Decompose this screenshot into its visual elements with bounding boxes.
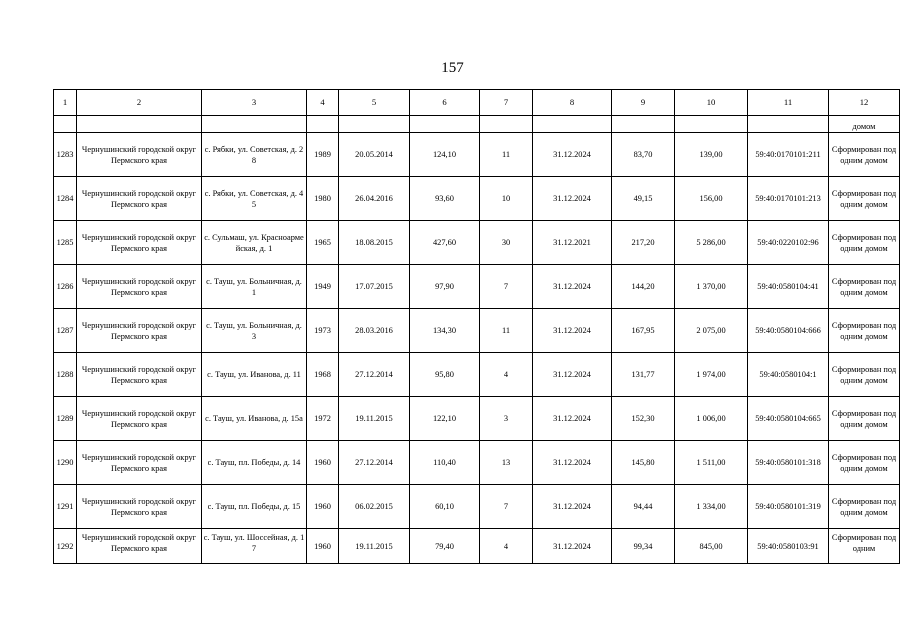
land-status-cell: Сформирован под одним домом [829, 221, 900, 265]
column-number-8: 8 [533, 90, 612, 116]
municipality-cell: Чернушинский городской округ Пермского края [77, 353, 202, 397]
area-cell: 97,90 [410, 265, 480, 309]
residents-cell: 30 [480, 221, 533, 265]
table-body [54, 90, 900, 564]
table-row [54, 529, 900, 564]
land-status-cell: Сформирован под одним домом [829, 441, 900, 485]
address-cell: с. Тауш, ул. Больничная, д. 3 [202, 309, 307, 353]
municipality-cell: Чернушинский городской округ Пермского края [77, 221, 202, 265]
table-row [54, 309, 900, 353]
continuation-cell [307, 116, 339, 133]
area-2-cell: 145,80 [612, 441, 675, 485]
residents-cell: 4 [480, 529, 533, 564]
deadline-cell: 31.12.2021 [533, 221, 612, 265]
deadline-cell: 31.12.2024 [533, 309, 612, 353]
deadline-cell: 31.12.2024 [533, 353, 612, 397]
area-cell: 427,60 [410, 221, 480, 265]
row-number-cell: 1284 [54, 177, 77, 221]
date-cell: 20.05.2014 [339, 133, 410, 177]
column-number-5: 5 [339, 90, 410, 116]
cadastral-number-cell: 59:40:0170101:213 [748, 177, 829, 221]
land-area-cell: 845,00 [675, 529, 748, 564]
column-number-9: 9 [612, 90, 675, 116]
continuation-cell [54, 116, 77, 133]
land-area-cell: 1 974,00 [675, 353, 748, 397]
row-number-cell: 1290 [54, 441, 77, 485]
year-built-cell: 1989 [307, 133, 339, 177]
row-number-cell: 1285 [54, 221, 77, 265]
area-2-cell: 217,20 [612, 221, 675, 265]
area-cell: 134,30 [410, 309, 480, 353]
municipality-cell: Чернушинский городской округ Пермского края [77, 397, 202, 441]
land-status-cell: Сформирован под одним домом [829, 177, 900, 221]
date-cell: 19.11.2015 [339, 397, 410, 441]
year-built-cell: 1965 [307, 221, 339, 265]
area-cell: 124,10 [410, 133, 480, 177]
row-number-cell: 1287 [54, 309, 77, 353]
area-cell: 93,60 [410, 177, 480, 221]
date-cell: 26.04.2016 [339, 177, 410, 221]
row-number-cell: 1286 [54, 265, 77, 309]
residents-cell: 7 [480, 485, 533, 529]
year-built-cell: 1949 [307, 265, 339, 309]
date-cell: 19.11.2015 [339, 529, 410, 564]
land-status-cell: Сформирован под одним [829, 529, 900, 564]
cadastral-number-cell: 59:40:0580101:319 [748, 485, 829, 529]
year-built-cell: 1960 [307, 485, 339, 529]
area-2-cell: 83,70 [612, 133, 675, 177]
land-area-cell: 139,00 [675, 133, 748, 177]
area-cell: 110,40 [410, 441, 480, 485]
continuation-cell [480, 116, 533, 133]
continuation-cell [748, 116, 829, 133]
row-number-cell: 1283 [54, 133, 77, 177]
year-built-cell: 1960 [307, 441, 339, 485]
residents-cell: 11 [480, 309, 533, 353]
municipality-cell: Чернушинский городской округ Пермского края [77, 265, 202, 309]
column-number-3: 3 [202, 90, 307, 116]
area-2-cell: 144,20 [612, 265, 675, 309]
address-cell: с. Рябки, ул. Советская, д. 45 [202, 177, 307, 221]
land-status-cell: Сформирован под одним домом [829, 353, 900, 397]
cadastral-number-cell: 59:40:0580103:91 [748, 529, 829, 564]
date-cell: 18.08.2015 [339, 221, 410, 265]
column-number-row [54, 90, 900, 116]
municipality-cell: Чернушинский городской округ Пермского края [77, 177, 202, 221]
column-number-7: 7 [480, 90, 533, 116]
residents-cell: 10 [480, 177, 533, 221]
row-number-cell: 1288 [54, 353, 77, 397]
date-cell: 27.12.2014 [339, 353, 410, 397]
address-cell: с. Сульмаш, ул. Красноармейская, д. 1 [202, 221, 307, 265]
cadastral-number-cell: 59:40:0580104:666 [748, 309, 829, 353]
address-cell: с. Тауш, пл. Победы, д. 15 [202, 485, 307, 529]
area-cell: 122,10 [410, 397, 480, 441]
land-area-cell: 1 370,00 [675, 265, 748, 309]
area-2-cell: 167,95 [612, 309, 675, 353]
residents-cell: 13 [480, 441, 533, 485]
cadastral-number-cell: 59:40:0580101:318 [748, 441, 829, 485]
area-2-cell: 94,44 [612, 485, 675, 529]
year-built-cell: 1960 [307, 529, 339, 564]
year-built-cell: 1968 [307, 353, 339, 397]
table-row [54, 177, 900, 221]
land-status-cell: Сформирован под одним домом [829, 265, 900, 309]
land-area-cell: 156,00 [675, 177, 748, 221]
continuation-cell: домом [829, 116, 900, 133]
deadline-cell: 31.12.2024 [533, 529, 612, 564]
cadastral-number-cell: 59:40:0170101:211 [748, 133, 829, 177]
table-row [54, 265, 900, 309]
municipality-cell: Чернушинский городской округ Пермского края [77, 309, 202, 353]
cadastral-number-cell: 59:40:0580104:1 [748, 353, 829, 397]
continuation-cell [77, 116, 202, 133]
column-number-6: 6 [410, 90, 480, 116]
date-cell: 06.02.2015 [339, 485, 410, 529]
area-2-cell: 49,15 [612, 177, 675, 221]
deadline-cell: 31.12.2024 [533, 177, 612, 221]
municipality-cell: Чернушинский городской округ Пермского края [77, 529, 202, 564]
deadline-cell: 31.12.2024 [533, 485, 612, 529]
column-number-2: 2 [77, 90, 202, 116]
address-cell: с. Тауш, пл. Победы, д. 14 [202, 441, 307, 485]
address-cell: с. Тауш, ул. Больничная, д. 1 [202, 265, 307, 309]
date-cell: 28.03.2016 [339, 309, 410, 353]
land-status-cell: Сформирован под одним домом [829, 133, 900, 177]
area-cell: 60,10 [410, 485, 480, 529]
cadastral-number-cell: 59:40:0580104:665 [748, 397, 829, 441]
area-2-cell: 131,77 [612, 353, 675, 397]
residents-cell: 11 [480, 133, 533, 177]
page-number: 157 [441, 60, 464, 76]
table-row [54, 441, 900, 485]
year-built-cell: 1972 [307, 397, 339, 441]
row-number-cell: 1289 [54, 397, 77, 441]
table-row [54, 221, 900, 265]
land-status-cell: Сформирован под одним домом [829, 397, 900, 441]
column-number-10: 10 [675, 90, 748, 116]
cadastral-number-cell: 59:40:0220102:96 [748, 221, 829, 265]
row-number-cell: 1292 [54, 529, 77, 564]
continuation-cell [675, 116, 748, 133]
column-number-4: 4 [307, 90, 339, 116]
area-cell: 79,40 [410, 529, 480, 564]
table-row [54, 485, 900, 529]
land-area-cell: 5 286,00 [675, 221, 748, 265]
area-2-cell: 99,34 [612, 529, 675, 564]
municipality-cell: Чернушинский городской округ Пермского края [77, 133, 202, 177]
registry-table [53, 89, 900, 564]
address-cell: с. Тауш, ул. Шоссейная, д. 17 [202, 529, 307, 564]
column-number-11: 11 [748, 90, 829, 116]
land-area-cell: 1 511,00 [675, 441, 748, 485]
land-area-cell: 2 075,00 [675, 309, 748, 353]
residents-cell: 3 [480, 397, 533, 441]
municipality-cell: Чернушинский городской округ Пермского края [77, 441, 202, 485]
deadline-cell: 31.12.2024 [533, 441, 612, 485]
land-area-cell: 1 006,00 [675, 397, 748, 441]
column-number-12: 12 [829, 90, 900, 116]
address-cell: с. Тауш, ул. Иванова, д. 15а [202, 397, 307, 441]
year-built-cell: 1980 [307, 177, 339, 221]
land-status-cell: Сформирован под одним домом [829, 309, 900, 353]
cadastral-number-cell: 59:40:0580104:41 [748, 265, 829, 309]
land-area-cell: 1 334,00 [675, 485, 748, 529]
deadline-cell: 31.12.2024 [533, 133, 612, 177]
row-number-cell: 1291 [54, 485, 77, 529]
continuation-row [54, 116, 900, 133]
date-cell: 17.07.2015 [339, 265, 410, 309]
continuation-cell [533, 116, 612, 133]
area-2-cell: 152,30 [612, 397, 675, 441]
residents-cell: 4 [480, 353, 533, 397]
residents-cell: 7 [480, 265, 533, 309]
deadline-cell: 31.12.2024 [533, 397, 612, 441]
year-built-cell: 1973 [307, 309, 339, 353]
table-row [54, 353, 900, 397]
continuation-cell [202, 116, 307, 133]
area-cell: 95,80 [410, 353, 480, 397]
continuation-cell [612, 116, 675, 133]
continuation-cell [410, 116, 480, 133]
address-cell: с. Рябки, ул. Советская, д. 28 [202, 133, 307, 177]
table-row [54, 397, 900, 441]
land-status-cell: Сформирован под одним домом [829, 485, 900, 529]
deadline-cell: 31.12.2024 [533, 265, 612, 309]
date-cell: 27.12.2014 [339, 441, 410, 485]
address-cell: с. Тауш, ул. Иванова, д. 11 [202, 353, 307, 397]
municipality-cell: Чернушинский городской округ Пермского края [77, 485, 202, 529]
column-number-1: 1 [54, 90, 77, 116]
continuation-cell [339, 116, 410, 133]
table-row [54, 133, 900, 177]
